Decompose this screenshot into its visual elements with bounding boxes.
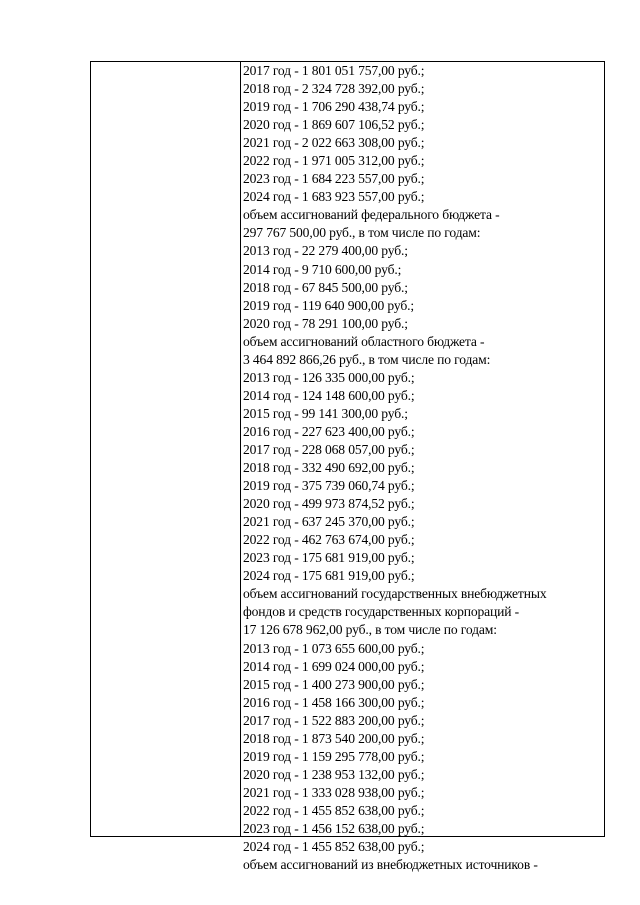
text-line: объем ассигнований государственных внебюджетных (243, 586, 547, 602)
text-line: объем ассигнований федерального бюджета - (243, 207, 500, 223)
text-line: 2014 год - 124 148 600,00 руб.; (243, 387, 415, 403)
text-line: 3 464 892 866,26 руб., в том числе по годам: (243, 351, 491, 367)
text-line: 2024 год - 1 683 923 557,00 руб.; (243, 189, 425, 205)
text-line: 2017 год - 228 068 057,00 руб.; (243, 441, 415, 457)
text-line: 2013 год - 1 073 655 600,00 руб.; (243, 640, 425, 656)
text-line: 2018 год - 1 873 540 200,00 руб.; (243, 730, 425, 746)
text-line: 2023 год - 175 681 919,00 руб.; (243, 550, 415, 566)
text-line: 2013 год - 126 335 000,00 руб.; (243, 369, 415, 385)
text-line: 2020 год - 499 973 874,52 руб.; (243, 496, 415, 512)
text-line: 2019 год - 1 706 290 438,74 руб.; (243, 99, 425, 115)
text-line: 2022 год - 462 763 674,00 руб.; (243, 532, 415, 548)
text-line: 2023 год - 1 456 152 638,00 руб.; (243, 820, 425, 836)
text-line: 2017 год - 1 522 883 200,00 руб.; (243, 712, 425, 728)
text-line: 17 126 678 962,00 руб., в том числе по годам: (243, 622, 497, 638)
text-line: 2013 год - 22 279 400,00 руб.; (243, 243, 408, 259)
table-right-cell (241, 62, 604, 873)
text-line: 2022 год - 1 971 005 312,00 руб.; (243, 153, 425, 169)
text-line: 2018 год - 67 845 500,00 руб.; (243, 279, 408, 295)
text-line: 297 767 500,00 руб., в том числе по годам: (243, 225, 481, 241)
text-line: 2014 год - 9 710 600,00 руб.; (243, 261, 402, 277)
text-line: 2018 год - 332 490 692,00 руб.; (243, 460, 415, 476)
text-line: 2024 год - 1 455 852 638,00 руб.; (243, 839, 425, 855)
text-line: 2018 год - 2 324 728 392,00 руб.; (243, 81, 425, 97)
table-left-cell (91, 62, 241, 836)
text-line: 2019 год - 375 739 060,74 руб.; (243, 478, 415, 494)
text-line: 2019 год - 1 159 295 778,00 руб.; (243, 748, 425, 764)
funding-table (90, 61, 605, 873)
text-line: 2021 год - 637 245 370,00 руб.; (243, 514, 415, 530)
text-line: 2015 год - 99 141 300,00 руб.; (243, 405, 408, 421)
text-line: 2024 год - 175 681 919,00 руб.; (243, 568, 415, 584)
text-line: 2021 год - 2 022 663 308,00 руб.; (243, 135, 425, 151)
text-line: 2019 год - 119 640 900,00 руб.; (243, 297, 414, 313)
text-line: 2015 год - 1 400 273 900,00 руб.; (243, 676, 425, 692)
text-line: 2020 год - 1 238 953 132,00 руб.; (243, 766, 425, 782)
text-line: 2020 год - 78 291 100,00 руб.; (243, 315, 408, 331)
text-line: 2020 год - 1 869 607 106,52 руб.; (243, 117, 425, 133)
text-line: 2021 год - 1 333 028 938,00 руб.; (243, 784, 425, 800)
text-line: 2014 год - 1 699 024 000,00 руб.; (243, 658, 425, 674)
text-line: 2017 год - 1 801 051 757,00 руб.; (243, 63, 425, 78)
text-line: фондов и средств государственных корпораций - (243, 604, 520, 620)
text-line: 2022 год - 1 455 852 638,00 руб.; (243, 802, 425, 818)
text-line: 2023 год - 1 684 223 557,00 руб.; (243, 171, 425, 187)
text-line: 2016 год - 1 458 166 300,00 руб.; (243, 694, 425, 710)
text-line: 2016 год - 227 623 400,00 руб.; (243, 423, 415, 439)
text-line: объем ассигнований из внебюджетных источников - (243, 857, 538, 873)
text-line: объем ассигнований областного бюджета - (243, 333, 485, 349)
